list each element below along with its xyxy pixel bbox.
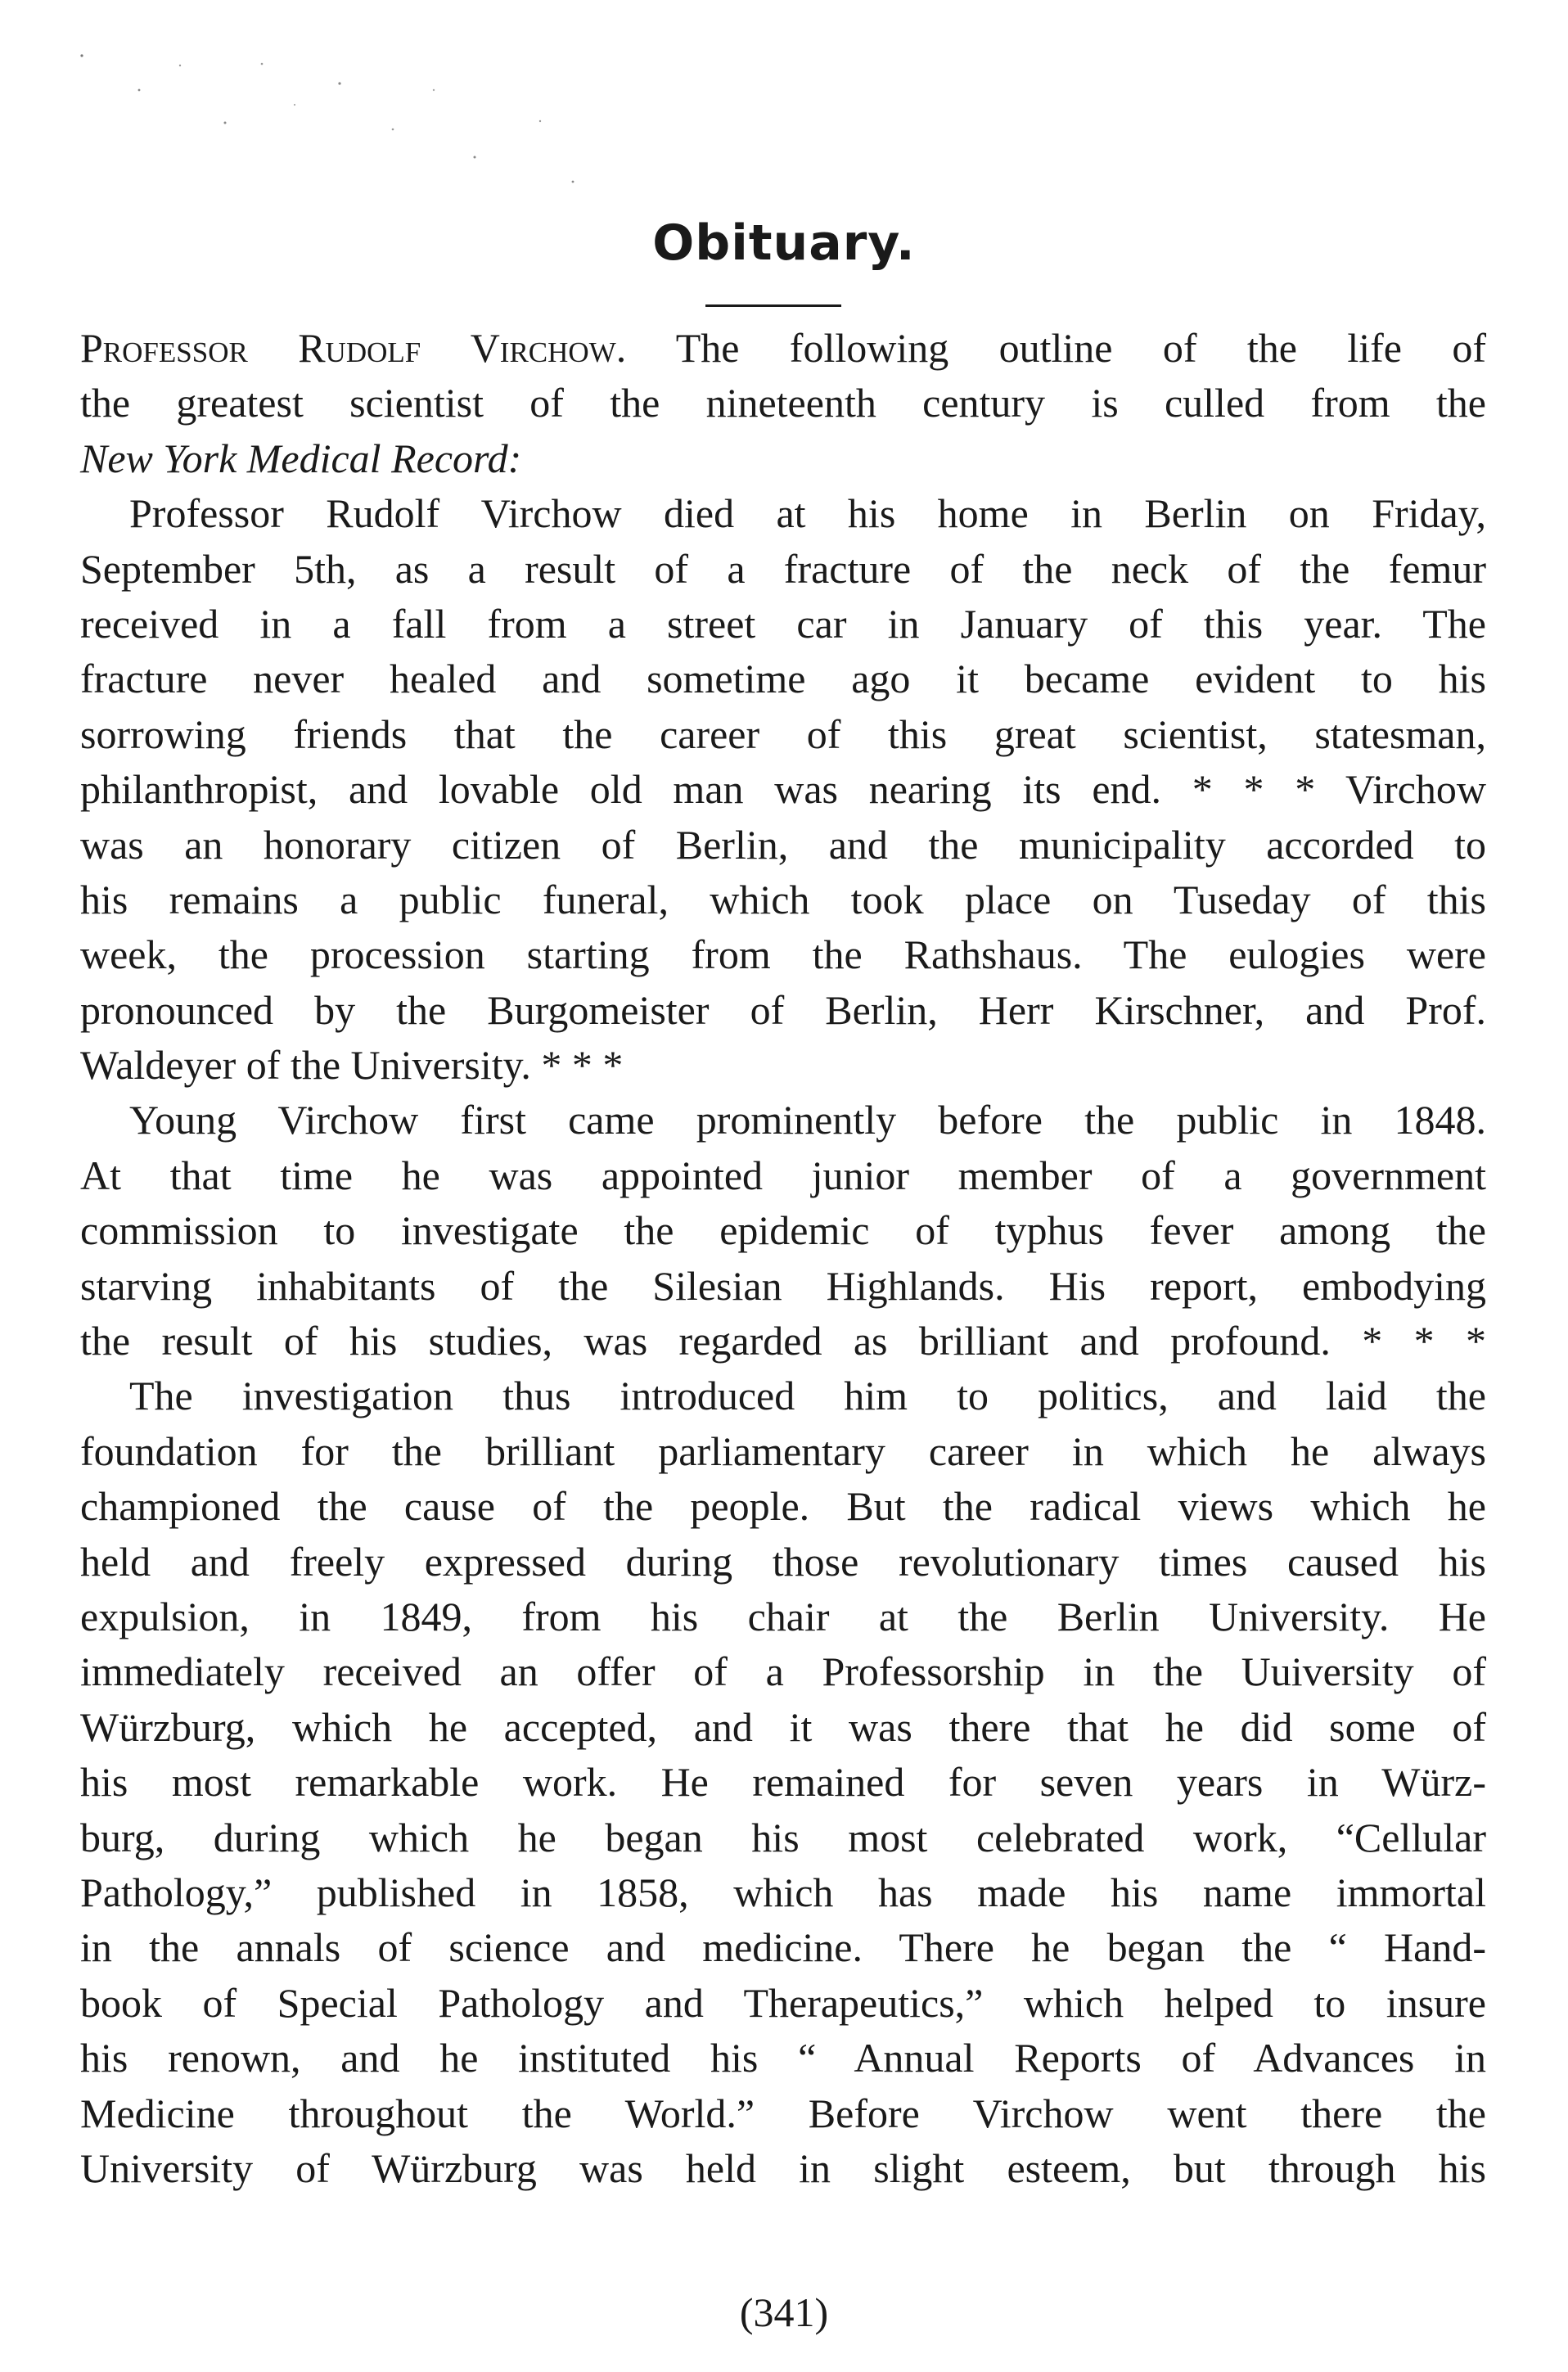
- text-line: sorrowing friends that the career of this great scientist, statesman,: [80, 710, 1486, 757]
- text-line: starving inhabitants of the Silesian Highlands. His report, embodying: [80, 1262, 1486, 1309]
- text-line: in the annals of science and medicine. There he began the “ Hand-: [80, 1924, 1486, 1971]
- text-line: the result of his studies, was regarded as brilliant and profound. * * *: [80, 1318, 1486, 1364]
- text-line: foundation for the brilliant parliamentary career in which he always: [80, 1427, 1486, 1474]
- lead-source: New York Medical Record:: [80, 435, 522, 481]
- page-title: Obituary.: [652, 214, 916, 272]
- page-number: (341): [739, 2289, 829, 2335]
- article-body: [80, 321, 1486, 2196]
- text-line: September 5th, as a result of a fracture of the neck of the femur: [80, 545, 1486, 592]
- text-line: Medicine throughout the World.” Before Virchow went there the: [80, 2090, 1486, 2136]
- text-line: philanthropist, and lovable old man was nearing its end. * * * Virchow: [80, 766, 1486, 813]
- text-line: expulsion, in 1849, from his chair at the Berlin University. He: [80, 1593, 1486, 1639]
- text-line: Young Virchow first came prominently before the public in 1848.: [129, 1097, 1486, 1143]
- text-line: burg, during which he began his most celebrated work, “Cellular: [80, 1814, 1486, 1860]
- text-line: The investigation thus introduced him to politics, and laid the: [129, 1373, 1486, 1419]
- text-line: championed the cause of the people. But the radical views which he: [80, 1483, 1486, 1530]
- text-line: pronounced by the Burgomeister of Berlin, Herr Kirschner, and Prof.: [80, 986, 1486, 1033]
- text-line: week, the procession starting from the Rathshaus. The eulogies were: [80, 931, 1486, 978]
- text-line: Professor Rudolf Virchow died at his home in Berlin on Friday,: [129, 490, 1486, 537]
- text-line: received in a fall from a street car in January of this year. The: [80, 600, 1486, 647]
- text-line: his most remarkable work. He remained for seven years in Würz-: [80, 1759, 1486, 1806]
- text-lines: [80, 486, 1486, 2196]
- text-line: book of Special Pathology and Therapeutics,” which helped to insure: [80, 1979, 1486, 2026]
- text-line: Würzburg, which he accepted, and it was there that he did some of: [80, 1703, 1486, 1750]
- text-line: held and freely expressed during those revolutionary times caused his: [80, 1538, 1486, 1585]
- text-line: his remains a public funeral, which took place on Tuseday of this: [80, 876, 1486, 922]
- paper-specks: [49, 33, 622, 196]
- text-line: was an honorary citizen of Berlin, and the municipality accorded to: [80, 821, 1486, 868]
- text-line: University of Würzburg was held in slight esteem, but through his: [80, 2144, 1486, 2191]
- text-line: At that time he was appointed junior member of a government: [80, 1152, 1486, 1198]
- title-rule: [705, 304, 841, 307]
- text-line: his renown, and he instituted his “ Annual Reports of Advances in: [80, 2035, 1486, 2081]
- lead-subject: Professor Rudolf Virchow.: [80, 325, 627, 371]
- lead-rest: The following outline of the life of: [626, 325, 1486, 371]
- lead-line: [80, 321, 1486, 376]
- text-line: Pathology,” published in 1858, which has made his name immortal: [80, 1869, 1486, 1915]
- text-line: commission to investigate the epidemic of typhus fever among the: [80, 1207, 1486, 1254]
- text-line: immediately received an offer of a Professorship in the Uuiversity of: [80, 1648, 1486, 1695]
- text-line: Waldeyer of the University. * * *: [80, 1042, 624, 1089]
- text-line: fracture never healed and sometime ago it became evident to his: [80, 656, 1486, 702]
- lead-line-2: the greatest scientist of the nineteenth century is culled from the: [80, 380, 1486, 426]
